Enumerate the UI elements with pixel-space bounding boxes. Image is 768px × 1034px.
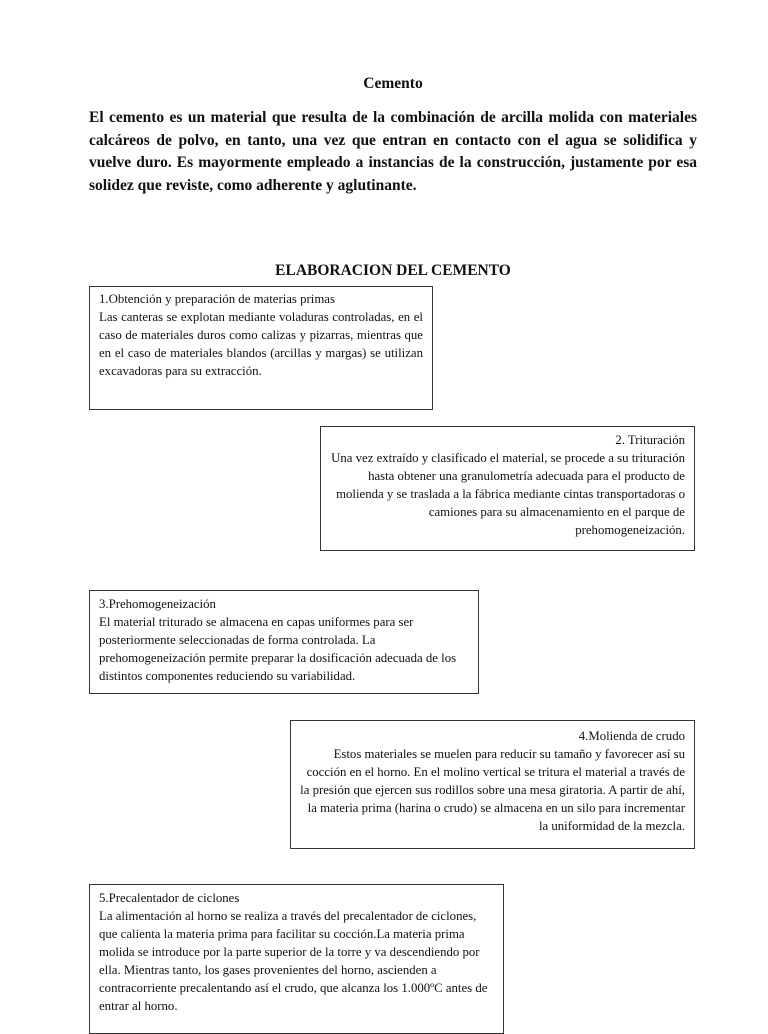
step-5-title: 5.Precalentador de ciclones (99, 891, 240, 905)
section-title: ELABORACION DEL CEMENTO (275, 262, 511, 279)
step-1-text: Las canteras se explotan mediante voladuras controladas, en el caso de materiales duros como calizas y pizarras, mientras que en el caso de materiales blandos (arcillas y margas) se utilizan excavadoras para su extracción. (99, 310, 423, 378)
step-box-3 (89, 590, 479, 694)
step-box-5 (89, 884, 504, 1034)
step-4-text: Estos materiales se muelen para reducir su tamaño y favorecer así su cocción en el horno. En el molino vertical se tritura el material a través de la presión que ejercen sus rodillos sobre una mesa giratoria. A partir de ahí, la materia prima (harina o crudo) se almacena en un silo para incrementar la uniformidad de la mezcla. (300, 747, 685, 833)
step-3-text: El material triturado se almacena en capas uniformes para ser posteriormente seleccionadas de forma controlada. La prehomogeneización permite preparar la dosificación adecuada de los distintos componentes reduciendo su variabilidad. (99, 615, 457, 683)
step-box-2 (320, 426, 695, 551)
step-2-text: Una vez extraído y clasificado el material, se procede a su trituración hasta obtener una granulometría adecuada para el producto de molienda y se traslada a la fábrica mediante cintas transportadoras o camiones para su almacenamiento en el parque de prehomogeneización. (331, 451, 685, 537)
step-box-4 (290, 720, 695, 849)
step-3-title: 3.Prehomogeneización (99, 597, 216, 611)
step-5-text: La alimentación al horno se realiza a través del precalentador de ciclones, que calienta la materia prima para facilitar su cocción.La materia prima molida se introduce por la parte superior de la torre y va descendiendo por ella. Mientras tanto, los gases provenientes del horno, ascienden a contracorriente precalentando así el crudo, que alcanza los 1.000ºC antes de entrar al horno. (99, 909, 488, 1013)
step-2-title: 2. Trituración (615, 433, 685, 447)
document-title: Cemento (363, 75, 423, 92)
step-4-title: 4.Molienda de crudo (578, 729, 685, 743)
step-1-title: 1.Obtención y preparación de materias primas (99, 292, 335, 306)
step-box-1 (89, 286, 433, 410)
intro-paragraph: El cemento es un material que resulta de la combinación de arcilla molida con materiales calcáreos de polvo, en tanto, una vez que entran en contacto con el agua se solidifica y vuelve duro. Es mayormente empleado a instancias de la construcción, justamente por esa solidez que reviste, como adherente y aglutinante. (89, 109, 697, 194)
